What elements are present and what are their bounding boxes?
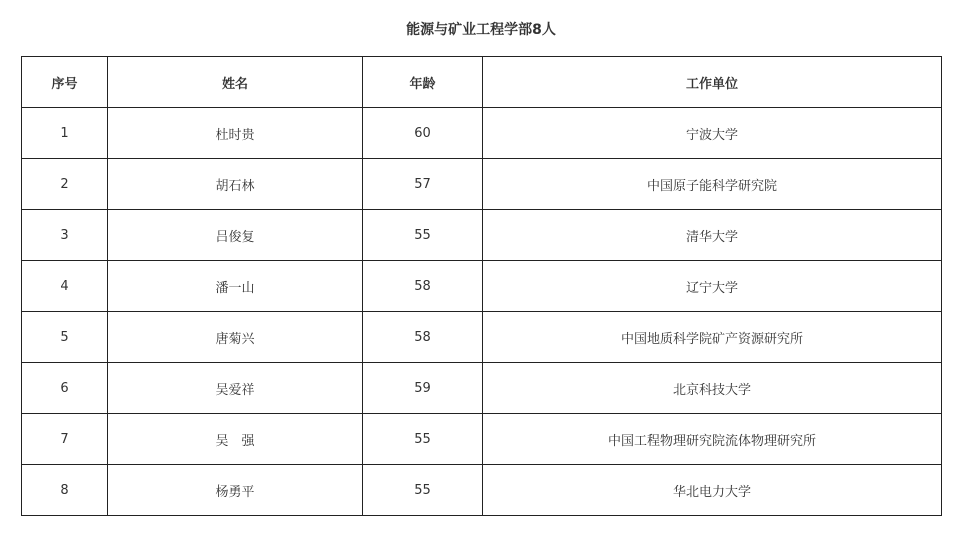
members-table [21, 56, 942, 516]
cell-name: 吴 强 [108, 414, 363, 465]
cell-affiliation: 中国原子能科学研究院 [483, 159, 942, 210]
cell-index: 6 [22, 363, 108, 414]
cell-affiliation: 清华大学 [483, 210, 942, 261]
cell-name: 胡石林 [108, 159, 363, 210]
cell-index: 3 [22, 210, 108, 261]
cell-index: 5 [22, 312, 108, 363]
table-row [22, 108, 942, 159]
cell-affiliation: 中国地质科学院矿产资源研究所 [483, 312, 942, 363]
cell-index: 1 [22, 108, 108, 159]
cell-age: 58 [363, 312, 483, 363]
cell-age: 60 [363, 108, 483, 159]
cell-age: 55 [363, 210, 483, 261]
cell-age: 58 [363, 261, 483, 312]
table-row [22, 312, 942, 363]
cell-affiliation: 宁波大学 [483, 108, 942, 159]
column-header-affiliation: 工作单位 [483, 57, 942, 108]
column-header-age: 年龄 [363, 57, 483, 108]
cell-index: 8 [22, 465, 108, 516]
cell-age: 55 [363, 414, 483, 465]
cell-index: 2 [22, 159, 108, 210]
table-row [22, 363, 942, 414]
cell-age: 55 [363, 465, 483, 516]
cell-index: 4 [22, 261, 108, 312]
cell-index: 7 [22, 414, 108, 465]
page-title: 能源与矿业工程学部8人 [406, 22, 556, 38]
table-row [22, 210, 942, 261]
cell-name: 潘一山 [108, 261, 363, 312]
table-header-row [22, 57, 942, 108]
table-row [22, 414, 942, 465]
table-row [22, 261, 942, 312]
table-row [22, 159, 942, 210]
cell-affiliation: 北京科技大学 [483, 363, 942, 414]
cell-affiliation: 华北电力大学 [483, 465, 942, 516]
column-header-index: 序号 [22, 57, 108, 108]
column-header-name: 姓名 [108, 57, 363, 108]
cell-name: 杨勇平 [108, 465, 363, 516]
cell-affiliation: 辽宁大学 [483, 261, 942, 312]
cell-age: 59 [363, 363, 483, 414]
cell-name: 吴爱祥 [108, 363, 363, 414]
cell-age: 57 [363, 159, 483, 210]
cell-name: 杜时贵 [108, 108, 363, 159]
cell-name: 唐菊兴 [108, 312, 363, 363]
table-row [22, 465, 942, 516]
cell-affiliation: 中国工程物理研究院流体物理研究所 [483, 414, 942, 465]
cell-name: 吕俊复 [108, 210, 363, 261]
